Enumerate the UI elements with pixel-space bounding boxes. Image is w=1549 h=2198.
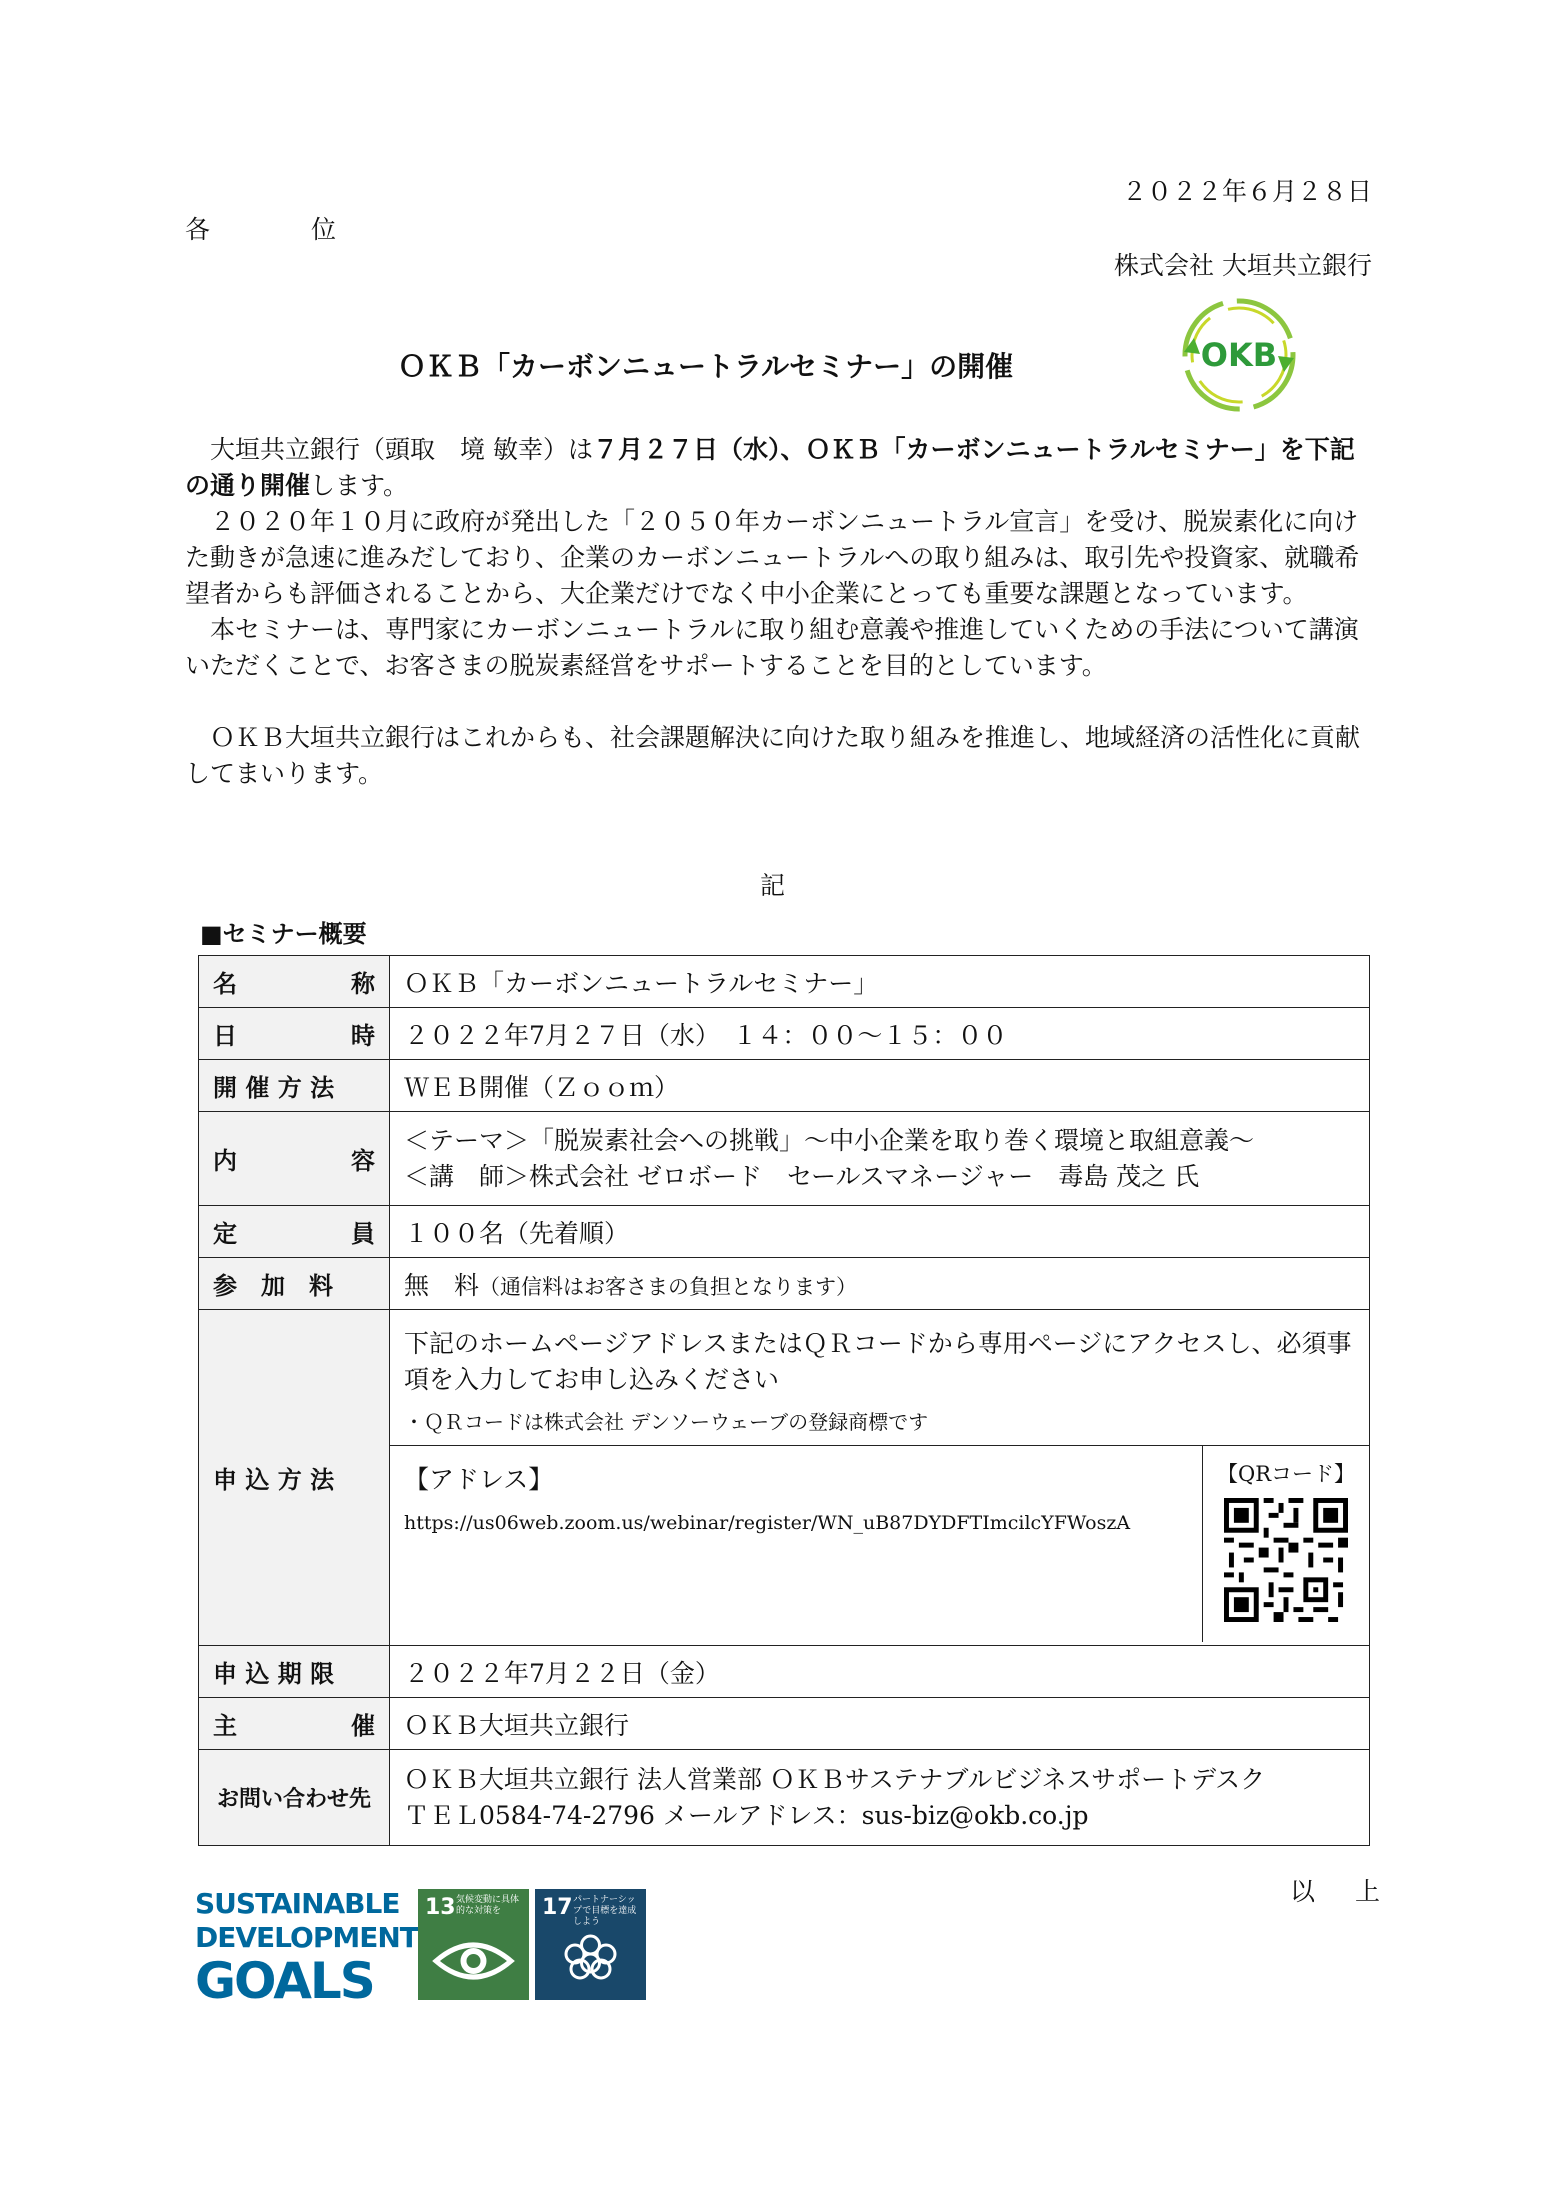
- name-value: ＯＫＢ「カーボンニュートラルセミナー」: [390, 956, 1370, 1008]
- qr-label: 【QRコード】: [1216, 1461, 1356, 1486]
- table-row: [199, 1060, 1370, 1112]
- ki-heading: 記: [760, 871, 786, 900]
- eye-globe-icon: [418, 1889, 529, 2000]
- issuer: 株式会社 大垣共立銀行: [1114, 251, 1372, 280]
- partnership-rings-icon: [535, 1889, 646, 2000]
- goal17-text: パートナーシップで目標を達成しよう: [573, 1895, 637, 1927]
- table-row: [199, 1206, 1370, 1258]
- overview-title: ■セミナー概要: [200, 920, 367, 948]
- capacity-value: １００名（先着順）: [390, 1206, 1370, 1258]
- recipient: 各 位: [185, 215, 375, 244]
- sdgs-line2: DEVELOPMENT: [195, 1921, 418, 1954]
- contact-line2: ＴＥＬ0584-74-2796 メールアドレス：sus-biz@okb.co.jp: [404, 1800, 1089, 1830]
- contact-value: [390, 1750, 1370, 1846]
- apply-label: 申 込 方 法: [199, 1310, 390, 1646]
- body-p1-a: 大垣共立銀行（頭取 境 敏幸）は: [210, 435, 593, 464]
- capacity-label: 定 員: [199, 1206, 390, 1258]
- body-p1-c: します。: [310, 471, 409, 500]
- seminar-table: [198, 955, 1370, 1846]
- table-row: [199, 1698, 1370, 1750]
- table-row: [199, 1112, 1370, 1206]
- content-speaker: ＜講 師＞株式会社 ゼロボード セールスマネージャー 毒島 茂之 氏: [404, 1161, 1200, 1191]
- body-p2: ２０２０年１０月に政府が発出した「２０５０年カーボンニュートラル宣言」を受け、脱炭素化に向けた動きが急速に進みだしており、企業のカーボンニュートラルへの取り組みは、取引先や投資家、就職希望者からも評価されることから、大企業だけでなく中小企業にとっても重要な課題となっています。: [185, 507, 1360, 608]
- method-value: ＷＥＢ開催（Ｚｏｏｍ）: [390, 1060, 1370, 1112]
- datetime-value: ２０２２年7月２７日（水） １４：００～１５：００: [390, 1008, 1370, 1060]
- address-url[interactable]: https://us06web.zoom.us/webinar/register/WN_uB87DYDFTImcilcYFWoszA: [404, 1511, 1131, 1534]
- table-row: [199, 1008, 1370, 1060]
- apply-note: ・ＱＲコードは株式会社 デンソーウェーブの登録商標です: [404, 1409, 929, 1434]
- body-p3: 本セミナーは、専門家にカーボンニュートラルに取り組む意義や推進していくための手法について講演いただくことで、お客さまの脱炭素経営をサポートすることを目的としています。: [185, 615, 1359, 680]
- sdgs-line3: GOALS: [195, 1952, 374, 2010]
- name-label: 名 称: [199, 956, 390, 1008]
- body-text: [185, 432, 1370, 792]
- sdg-goal-17-tile: [535, 1889, 646, 2000]
- fee-label: 参 加 料: [199, 1258, 390, 1310]
- table-row: [199, 956, 1370, 1008]
- body-p4: ＯＫＢ大垣共立銀行はこれからも、社会課題解決に向けた取り組みを推進し、地域経済の活性化に貢献してまいります。: [185, 723, 1361, 788]
- table-row: [199, 1310, 1370, 1646]
- content-label: 内 容: [199, 1112, 390, 1206]
- sdg-goal-13-tile: [418, 1889, 529, 2000]
- sdgs-line1: SUSTAINABLE: [195, 1887, 400, 1920]
- table-row: [199, 1750, 1370, 1846]
- method-label: 開 催 方 法: [199, 1060, 390, 1112]
- okb-logo: [1174, 290, 1304, 420]
- fee-note: （通信料はお客さまの負担となります）: [479, 1274, 858, 1299]
- deadline-value: ２０２２年7月２２日（金）: [390, 1646, 1370, 1698]
- datetime-label: 日 時: [199, 1008, 390, 1060]
- content-theme: ＜テーマ＞「脱炭素社会への挑戦」～中小企業を取り巻く環境と取組意義～: [404, 1125, 1255, 1155]
- table-row: [199, 1646, 1370, 1698]
- qr-code-icon[interactable]: [1224, 1498, 1348, 1622]
- sdgs-logo: [195, 1887, 418, 2010]
- closing-text: 以 上: [1290, 1877, 1396, 1906]
- goal17-number: 17: [542, 1895, 573, 1920]
- apply-text: 下記のホームページアドレスまたはＱＲコードから専用ページにアクセスし、必須事項を入力してお申し込みください: [404, 1328, 1352, 1394]
- svg-text:OKB: OKB: [1200, 336, 1278, 374]
- address-label: 【アドレス】: [404, 1464, 554, 1494]
- apply-value: [390, 1310, 1370, 1646]
- body-p1-b: ７月２７日（水）、ＯＫＢ「カーボンニュートラルセミナー」を下記の通り開催: [185, 435, 1355, 500]
- host-label: 主 催: [199, 1698, 390, 1750]
- contact-label: お問い合わせ先: [199, 1750, 390, 1846]
- deadline-label: 申 込 期 限: [199, 1646, 390, 1698]
- goal13-number: 13: [425, 1895, 456, 1920]
- table-row: [199, 1258, 1370, 1310]
- fee-value: 無 料（通信料はお客さまの負担となります）: [390, 1258, 1370, 1310]
- contact-line1: ＯＫＢ大垣共立銀行 法人営業部 ＯＫＢサステナブルビジネスサポートデスク: [404, 1764, 1266, 1794]
- page-title: ＯＫＢ「カーボンニュートラルセミナー」の開催: [398, 350, 1014, 383]
- goal13-text: 気候変動に具体的な対策を: [456, 1895, 520, 1916]
- document-date: ２０２２年６月２８日: [1121, 177, 1372, 206]
- content-value: [390, 1112, 1370, 1206]
- host-value: ＯＫＢ大垣共立銀行: [390, 1698, 1370, 1750]
